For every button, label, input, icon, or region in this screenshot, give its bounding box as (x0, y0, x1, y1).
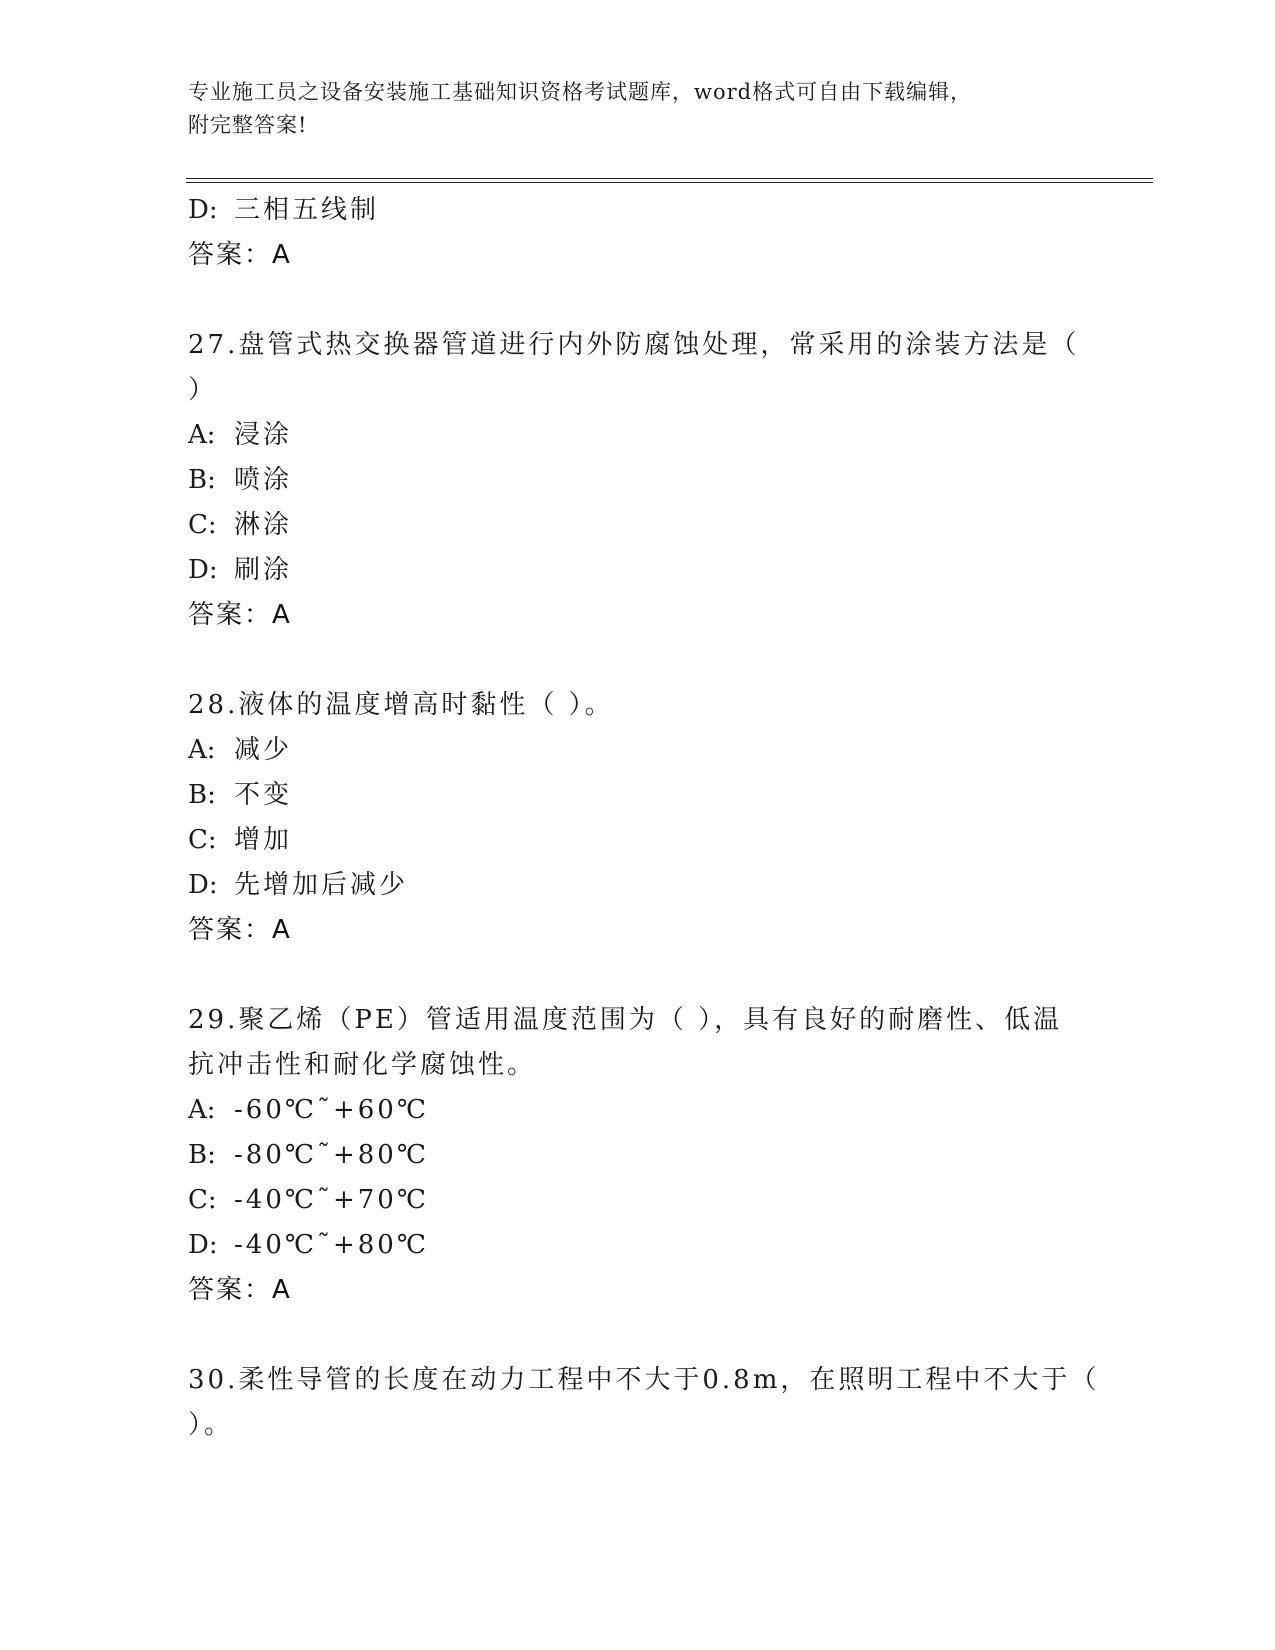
document-header (188, 76, 1088, 142)
question-28 (188, 683, 1088, 953)
q28-option-a: A: 减少 (188, 735, 293, 765)
q30-stem-line-2: ）。 (188, 1410, 234, 1440)
question-30 (188, 1358, 1100, 1448)
header-line-1: 专业施工员之设备安装施工基础知识资格考试题库，word格式可自由下载编辑， (188, 80, 973, 104)
q27-option-a: A: 浸涂 (188, 420, 293, 450)
question-27 (188, 323, 1088, 638)
q27-stem-line-1: 27.盘管式热交换器管道进行内外防腐蚀处理，常采用的涂装方法是（ (188, 330, 1080, 360)
header-divider (186, 178, 1153, 183)
question-content (188, 188, 1100, 1448)
q28-stem-line-1: 28.液体的温度增高时黏性（ ）。 (188, 690, 614, 720)
q29-stem-line-1: 29.聚乙烯（PE）管适用温度范围为（ ），具有良好的耐磨性、低温 (188, 1005, 1063, 1035)
q28-answer: 答案：A (188, 915, 292, 945)
q28-option-b: B: 不变 (188, 780, 293, 810)
q27-option-d: D: 刷涂 (188, 555, 293, 585)
prev-option-d: D: 三相五线制 (188, 195, 380, 225)
prev-answer: 答案：A (188, 240, 292, 270)
question-29 (188, 998, 1088, 1313)
q29-option-a: A: -60℃˜+60℃ (188, 1095, 429, 1125)
q29-option-d: D: -40℃˜+80℃ (188, 1230, 429, 1260)
header-line-2: 附完整答案! (188, 113, 308, 137)
q30-stem-line-1: 30.柔性导管的长度在动力工程中不大于0.8m，在照明工程中不大于（ (188, 1365, 1100, 1395)
prev-option-d-text: 三相五线制 (234, 195, 380, 225)
q29-option-b: B: -80℃˜+80℃ (188, 1140, 429, 1170)
q27-answer: 答案：A (188, 600, 292, 630)
q29-stem-line-2: 抗冲击性和耐化学腐蚀性。 (188, 1050, 537, 1080)
q27-stem-line-2: ） (188, 375, 218, 405)
q27-option-b: B: 喷涂 (188, 465, 293, 495)
q29-answer: 答案：A (188, 1275, 292, 1305)
q28-option-c: C: 增加 (188, 825, 293, 855)
q28-option-d: D: 先增加后减少 (188, 870, 409, 900)
q27-option-c: C: 淋涂 (188, 510, 293, 540)
q29-option-c: C: -40℃˜+70℃ (188, 1185, 429, 1215)
